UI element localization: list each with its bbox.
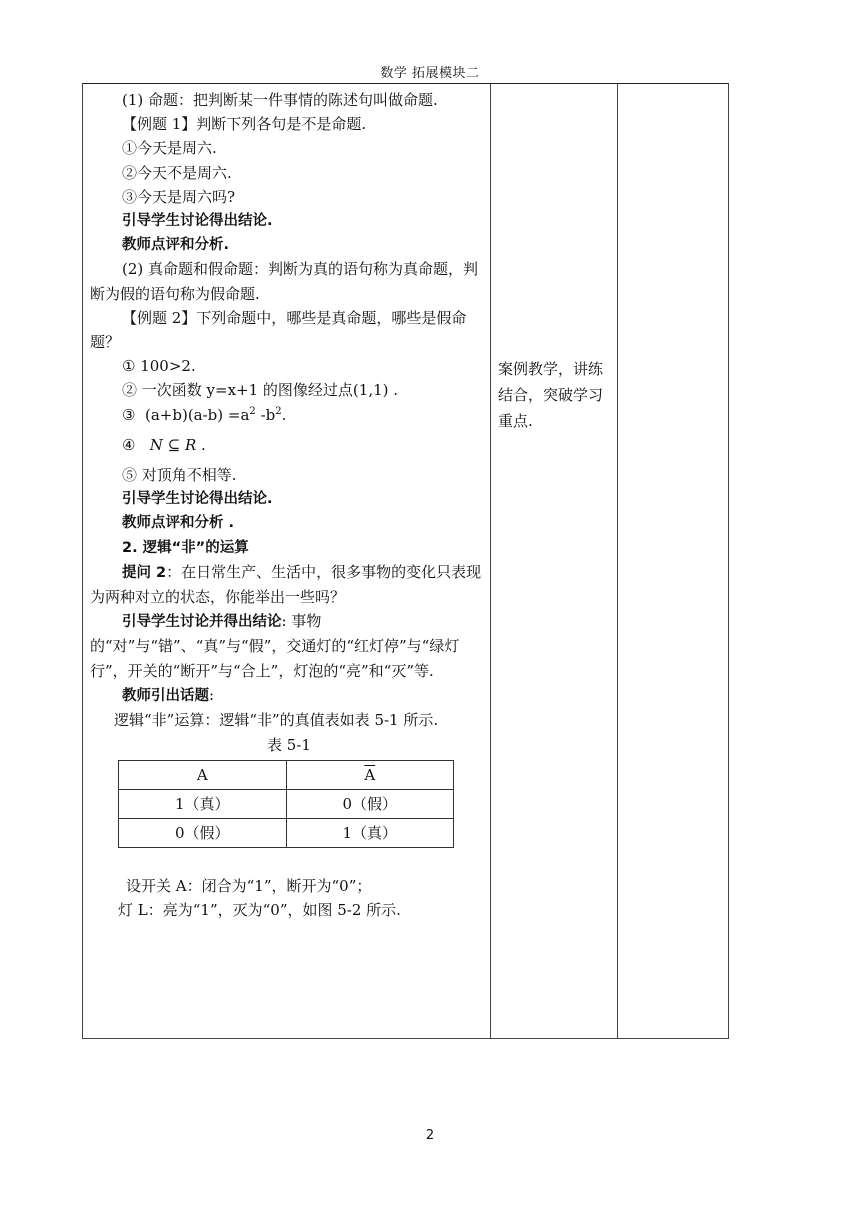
example-2-item-2: ② 一次函数 y=x+1 的图像经过点(1,1) . (122, 381, 399, 400)
table-cell: 0（假） (286, 790, 454, 819)
table-row (119, 819, 454, 848)
table-cell: 1（真） (286, 819, 454, 848)
lamp-definition: 灯 L：亮为“1”，灭为“0”，如图 5-2 所示. (118, 901, 401, 920)
example-1-title: 【例题 1】判断下列各句是不是命题. (122, 115, 367, 134)
example-1-item-2: ②今天不是周六. (122, 163, 232, 182)
header-a: A (119, 761, 287, 790)
table-caption: 表 5-1 (267, 736, 311, 755)
example-2-title: 【例题 2】下列命题中，哪些是真命题，哪些是假命题？ (90, 308, 467, 352)
teacher-topic: 教师引出话题: (122, 685, 215, 704)
truth-table-header-row (119, 761, 454, 790)
column-divider-1 (490, 84, 491, 1039)
example-1-item-3: ③今天是周六吗? (122, 187, 236, 206)
lesson-content (90, 88, 488, 923)
discussion-conclusion: 引导学生讨论并得出结论: 事物的“对”与“错”、“真”与“假”，交通灯的“红灯停”与“绿灯行”，开关的“断开”与“合上”，灯泡的“亮”和“灭”等. (90, 612, 460, 680)
table-cell: 0（假） (119, 819, 287, 848)
example-2-item-5: ⑤ 对顶角不相等. (122, 466, 237, 485)
definition-true-false: (2) 真命题和假命题：判断为真的语句称为真命题，判断为假的语句称为假命题. (90, 260, 479, 303)
definition-proposition: (1) 命题：把判断某一件事情的陈述句叫做命题. (122, 91, 438, 109)
table-row (119, 790, 454, 819)
example-2-item-4: ④ N ⊆ R . (122, 435, 206, 454)
truth-table (118, 760, 454, 848)
guide-discussion-1: 引导学生讨论得出结论. (122, 213, 273, 230)
teaching-method-note: 案例教学，讲练结合，突破学习重点. (498, 360, 604, 430)
question-2: 提问 2：在日常生产、生活中，很多事物的变化只表现为两种对立的状态，你能举出一些吗？ (90, 562, 482, 607)
table-cell: 1（真） (119, 790, 287, 819)
teacher-comment-1: 教师点评和分析. (122, 237, 230, 254)
section-logic-not: 2. 逻辑“非”的运算 (122, 539, 249, 556)
header-not-a: $\overline{A}$ (286, 761, 454, 790)
example-2-item-3: ③ $(a+b)(a-b) =a^2$ $-b^2$. (122, 405, 287, 424)
logic-not-description: 逻辑“非”运算：逻辑“非”的真值表如表 5-1 所示. (114, 711, 439, 730)
teacher-comment-2: 教师点评和分析 . (122, 515, 235, 532)
switch-definition: 设开关 A：闭合为“1”，断开为“0”； (126, 877, 372, 896)
page-number: 2 (425, 1128, 435, 1143)
example-1-item-1: ①今天是周六. (122, 139, 217, 158)
page-header: 数学 拓展模块二 (380, 66, 480, 81)
example-2-item-1: ① 100>2. (122, 357, 196, 376)
item-3-marker: ③ (122, 405, 136, 424)
column-divider-2 (617, 84, 618, 1039)
guide-discussion-2: 引导学生讨论得出结论. (122, 491, 273, 508)
